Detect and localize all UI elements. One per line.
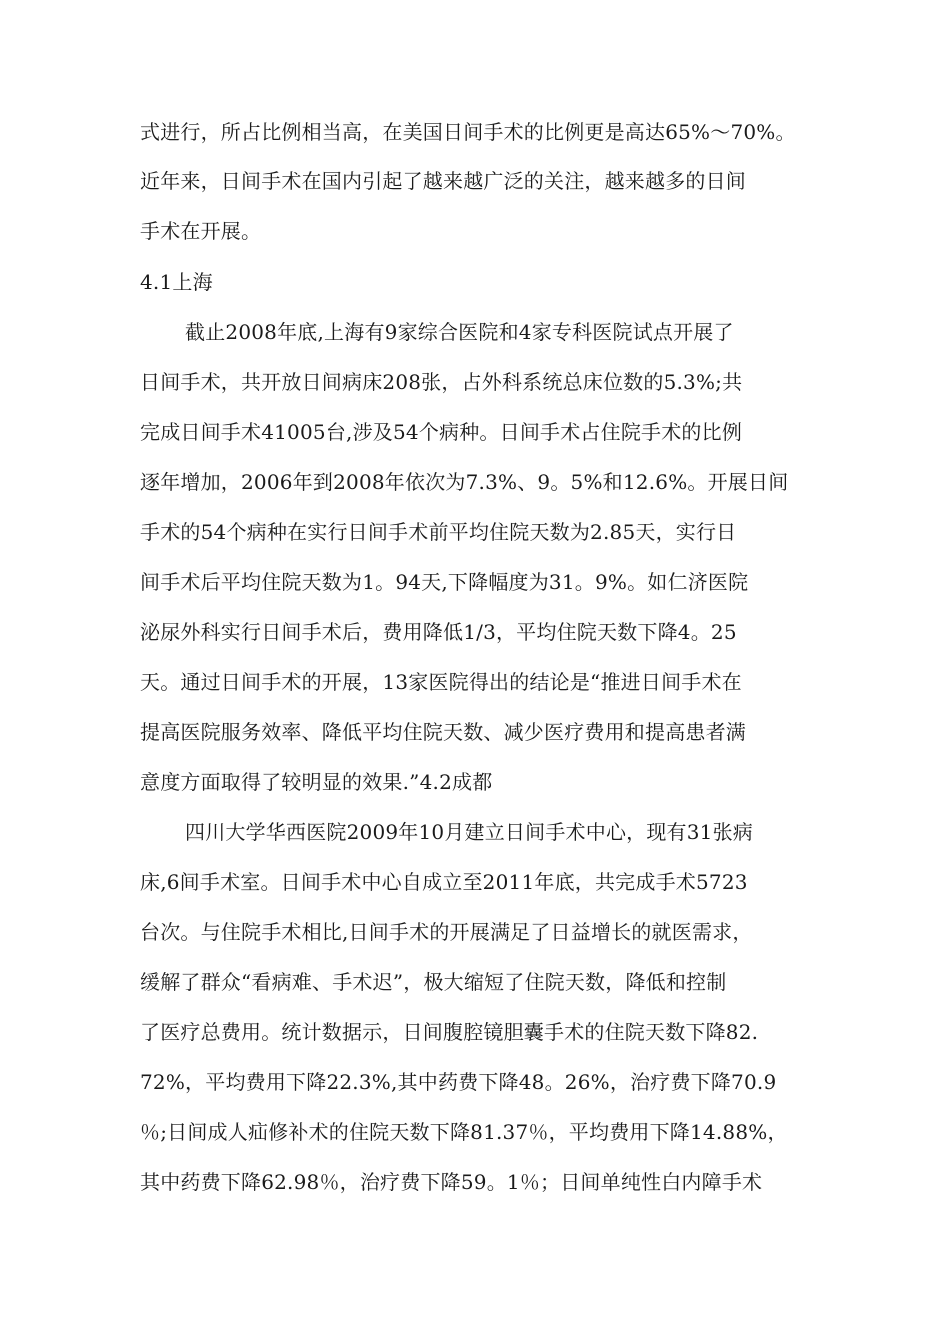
text-line: 逐年增加，2006年到2008年依次为7.3%、9。5%和12.6%。开展日间 bbox=[140, 470, 789, 494]
text-line: 床,6间手术室。日间手术中心自成立至2011年底，共完成手术5723 bbox=[140, 870, 748, 894]
text-line: 手术的54个病种在实行日间手术前平均住院天数为2.85天，实行日 bbox=[140, 520, 737, 544]
paragraph-first-line: 四川大学华西医院2009年10月建立日间手术中心，现有31张病 bbox=[185, 820, 753, 844]
text-line: 缓解了群众“看病难、手术迟”，极大缩短了住院天数，降低和控制 bbox=[140, 970, 727, 994]
section-heading: 4.1上海 bbox=[140, 270, 213, 294]
text-line: 其中药费下降62.98％，治疗费下降59。1％；日间单纯性白内障手术 bbox=[140, 1170, 763, 1194]
text-line: 手术在开展。 bbox=[140, 219, 262, 243]
text-line: 72%，平均费用下降22.3%,其中药费下降48。26%，治疗费下降70.9 bbox=[140, 1070, 777, 1094]
text-line: 日间手术，共开放日间病床208张，占外科系统总床位数的5.3%;共 bbox=[140, 370, 743, 394]
text-line: 了医疗总费用。统计数据示，日间腹腔镜胆囊手术的住院天数下降82. bbox=[140, 1020, 759, 1044]
text-line: 台次。与住院手术相比,日间手术的开展满足了日益增长的就医需求， bbox=[140, 920, 753, 944]
text-line: 泌尿外科实行日间手术后，费用降低1/3，平均住院天数下降4。25 bbox=[140, 620, 737, 644]
text-line: 间手术后平均住院天数为1。94天,下降幅度为31。9%。如仁济医院 bbox=[140, 570, 749, 594]
text-line: 式进行，所占比例相当高，在美国日间手术的比例更是高达65%～70%。 bbox=[140, 120, 796, 144]
text-line: 近年来，日间手术在国内引起了越来越广泛的关注，越来越多的日间 bbox=[140, 169, 746, 193]
text-line: 完成日间手术41005台,涉及54个病种。日间手术占住院手术的比例 bbox=[140, 420, 743, 444]
text-line: 提高医院服务效率、降低平均住院天数、减少医疗费用和提高患者满 bbox=[140, 720, 746, 744]
text-line: 意度方面取得了较明显的效果.”4.2成都 bbox=[140, 770, 493, 794]
text-line: ％;日间成人疝修补术的住院天数下降81.37％，平均费用下降14.88%， bbox=[140, 1120, 788, 1144]
paragraph-first-line: 截止2008年底,上海有9家综合医院和4家专科医院试点开展了 bbox=[185, 320, 734, 344]
text-line: 天。通过日间手术的开展，13家医院得出的结论是“推进日间手术在 bbox=[140, 670, 742, 694]
